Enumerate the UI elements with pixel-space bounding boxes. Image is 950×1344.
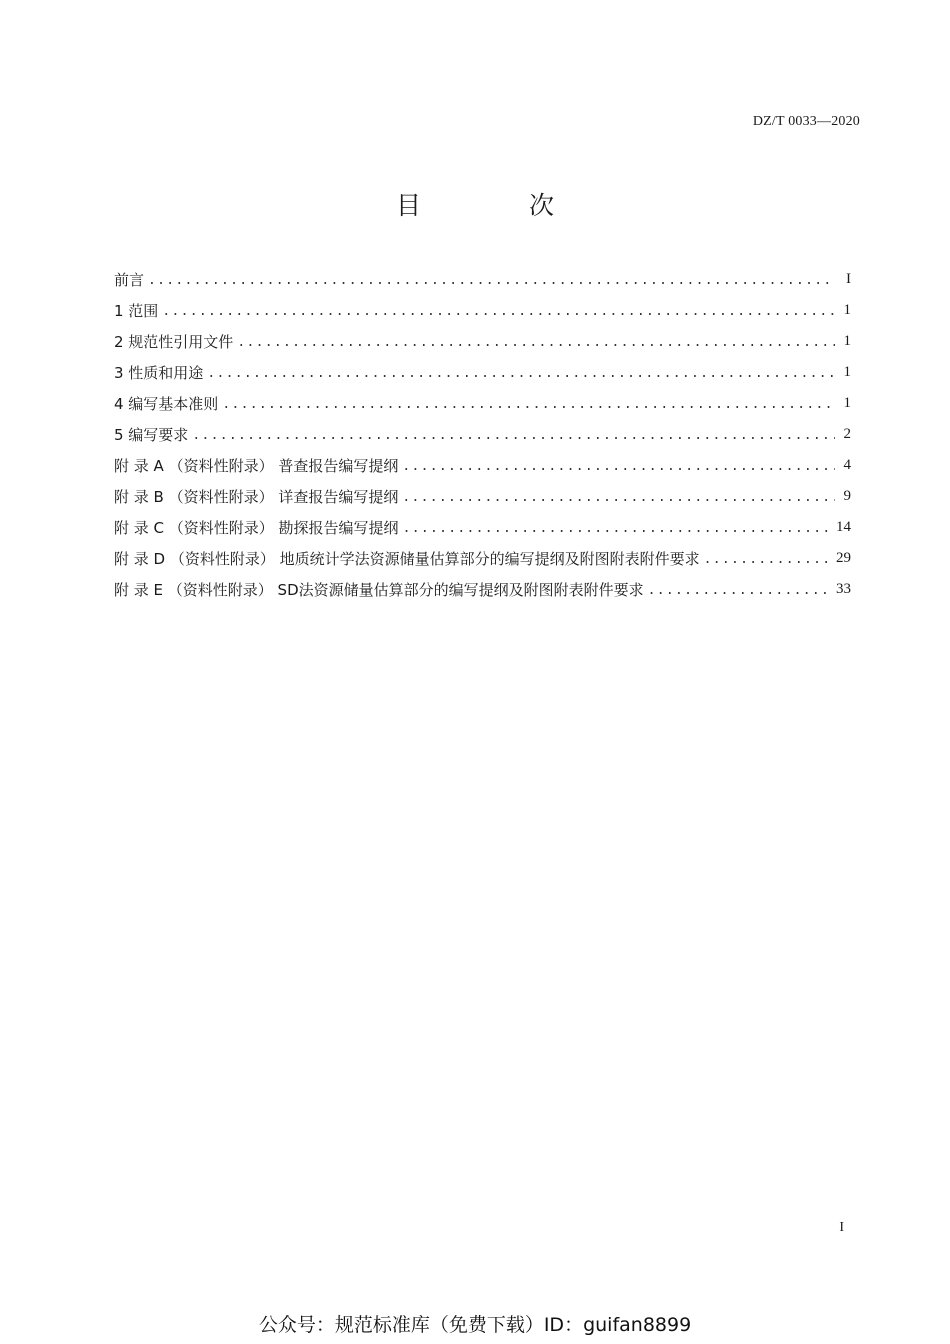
toc-entry-label: 4 编写基本准则 [114,395,219,413]
toc-entry-page: 1 [843,333,851,349]
toc-entry-appendix-d[interactable] [114,543,851,574]
toc-entry-label: 3 性质和用途 [114,364,204,382]
toc-entry-scope[interactable] [114,295,851,326]
toc-entry-label: 附 录 D （资料性附录） 地质统计学法资源储量估算部分的编写提纲及附图附表附件要求 [114,550,700,568]
toc-entry-label: 2 规范性引用文件 [114,333,234,351]
toc-entry-page: 1 [843,302,851,318]
footer-watermark-text: 公众号：规范标准库（免费下载）ID：guifan8899 [258,1314,692,1336]
toc-leader-dots [648,583,830,598]
toc-entry-label: 附 录 E （资料性附录） SD法资源储量估算部分的编写提纲及附图附表附件要求 [114,581,644,599]
toc-leader-dots [148,273,835,288]
toc-entry-normative-references[interactable] [114,326,851,357]
toc-entry-requirements[interactable] [114,419,851,450]
toc-leader-dots [704,552,830,567]
toc-entry-page: 14 [836,519,851,535]
table-of-contents [114,264,851,605]
toc-entry-page: 33 [836,581,851,597]
toc-entry-page: 29 [836,550,851,566]
toc-entry-appendix-e[interactable] [114,574,851,605]
toc-entry-nature-and-purpose[interactable] [114,357,851,388]
toc-leader-dots [403,521,830,536]
toc-entry-page: I [846,271,851,287]
toc-entry-label: 附 录 B （资料性附录） 详查报告编写提纲 [114,488,399,506]
toc-leader-dots [222,397,835,412]
toc-entry-basic-principles[interactable] [114,388,851,419]
toc-entry-label: 5 编写要求 [114,426,189,444]
toc-title: 目 次 [396,191,604,220]
page-number: I [839,1220,844,1235]
toc-entry-page: 1 [843,364,851,380]
toc-entry-page: 4 [843,457,851,473]
toc-entry-appendix-a[interactable] [114,450,851,481]
toc-entry-label: 附 录 C （资料性附录） 勘探报告编写提纲 [114,519,399,537]
toc-entry-label: 1 范围 [114,302,159,320]
toc-entry-page: 9 [843,488,851,504]
toc-entry-label: 前言 [114,271,145,289]
toc-entry-appendix-c[interactable] [114,512,851,543]
toc-entry-label: 附 录 A （资料性附录） 普查报告编写提纲 [114,457,399,475]
toc-leader-dots [402,459,835,474]
toc-leader-dots [192,428,835,443]
toc-entry-appendix-b[interactable] [114,481,851,512]
toc-leader-dots [402,490,835,505]
document-code: DZ/T 0033—2020 [752,114,860,129]
toc-entry-page: 1 [843,395,851,411]
toc-leader-dots [207,366,835,381]
toc-leader-dots [237,335,835,350]
toc-leader-dots [162,304,835,319]
toc-entry-foreword[interactable] [114,264,851,295]
toc-entry-page: 2 [843,426,851,442]
